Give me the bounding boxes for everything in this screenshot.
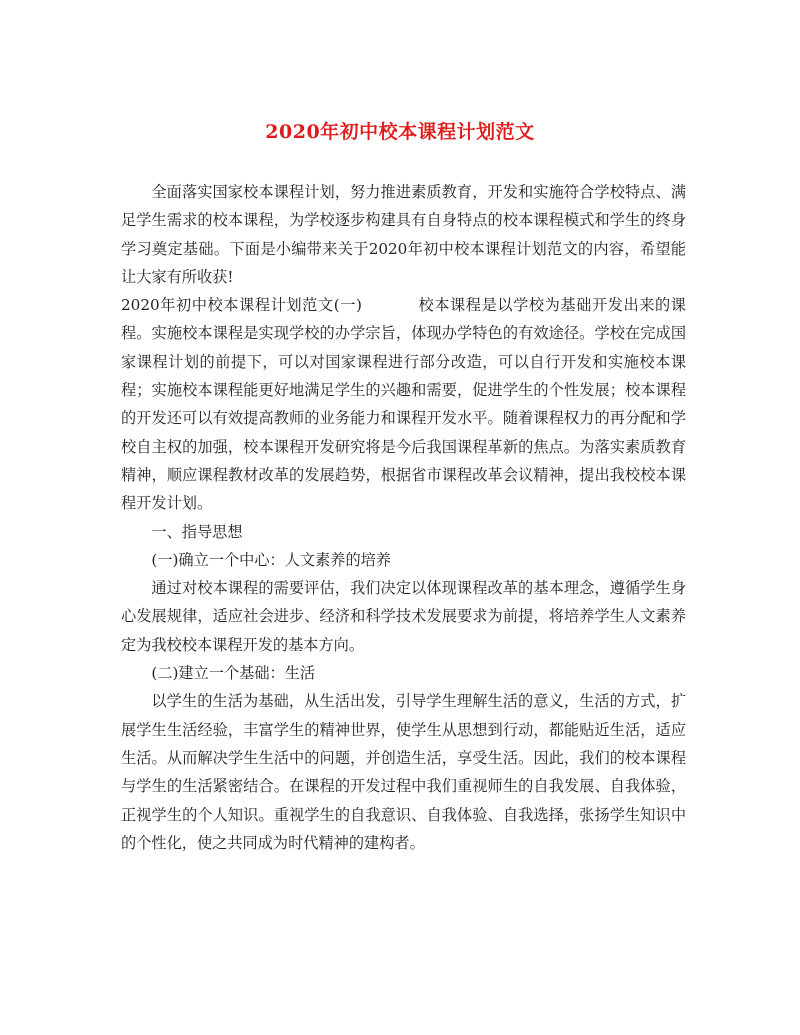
document-body [121,178,686,857]
section-paragraph [121,291,686,517]
subheading-one-center: (一)确立一个中心：人文素养的培养 [151,550,392,569]
paragraph-life: 以学生的生活为基础，从生活出发，引导学生理解生活的意义，生活的方式，扩展学生生活经验，丰富学生的精神世界，使学生从思想到行动，都能贴近生活，适应生活。从而解决学生生活中的问题，并创造生活，享受生活。因此，我们的校本课程与学生的生活紧密结合。在课程的开发过程中我们重视师生的自我发展、自我体验，正视学生的个人知识。重视学生的自我意识、自我体验、自我选择，张扬学生知识中的个性化，使之共同成为时代精神的建构者。 [121,692,686,852]
document-title: 2020年初中校本课程计划范文 [265,121,535,143]
section-title: 2020年初中校本课程计划范文(一) [121,296,362,315]
paragraph-humanities: 通过对校本课程的需要评估，我们决定以体现课程改革的基本理念，遵循学生身心发展规律，适应社会进步、经济和科学技术发展要求为前提，将培养学生人文素养定为我校校本课程开发的基本方向。 [121,579,686,654]
subheading-one-foundation: (二)建立一个基础：生活 [151,664,316,683]
heading-guiding-ideology: 一、指导思想 [151,522,243,541]
intro-paragraph: 全面落实国家校本课程计划，努力推进素质教育，开发和实施符合学校特点、满足学生需求的校本课程，为学校逐步构建具有自身特点的校本课程模式和学生的终身学习奠定基础。下面是小编带来关于2020年初中校本课程计划范文的内容，希望能让大家有所收获! [121,183,686,286]
section-body: 校本课程是以学校为基础开发出来的课程。实施校本课程是实现学校的办学宗旨，体现办学特色的有效途径。学校在完成国家课程计划的前提下，可以对国家课程进行部分改造，可以自行开发和实施校本课程；实施校本课程能更好地满足学生的兴趣和需要，促进学生的个性发展；校本课程的开发还可以有效提高教师的业务能力和课程开发水平。随着课程权力的再分配和学校自主权的加强，校本课程开发研究将是今后我国课程革新的焦点。为落实素质教育精神，顺应课程教材改革的发展趋势，根据省市课程改革会议精神，提出我校校本课程开发计划。 [121,296,686,513]
